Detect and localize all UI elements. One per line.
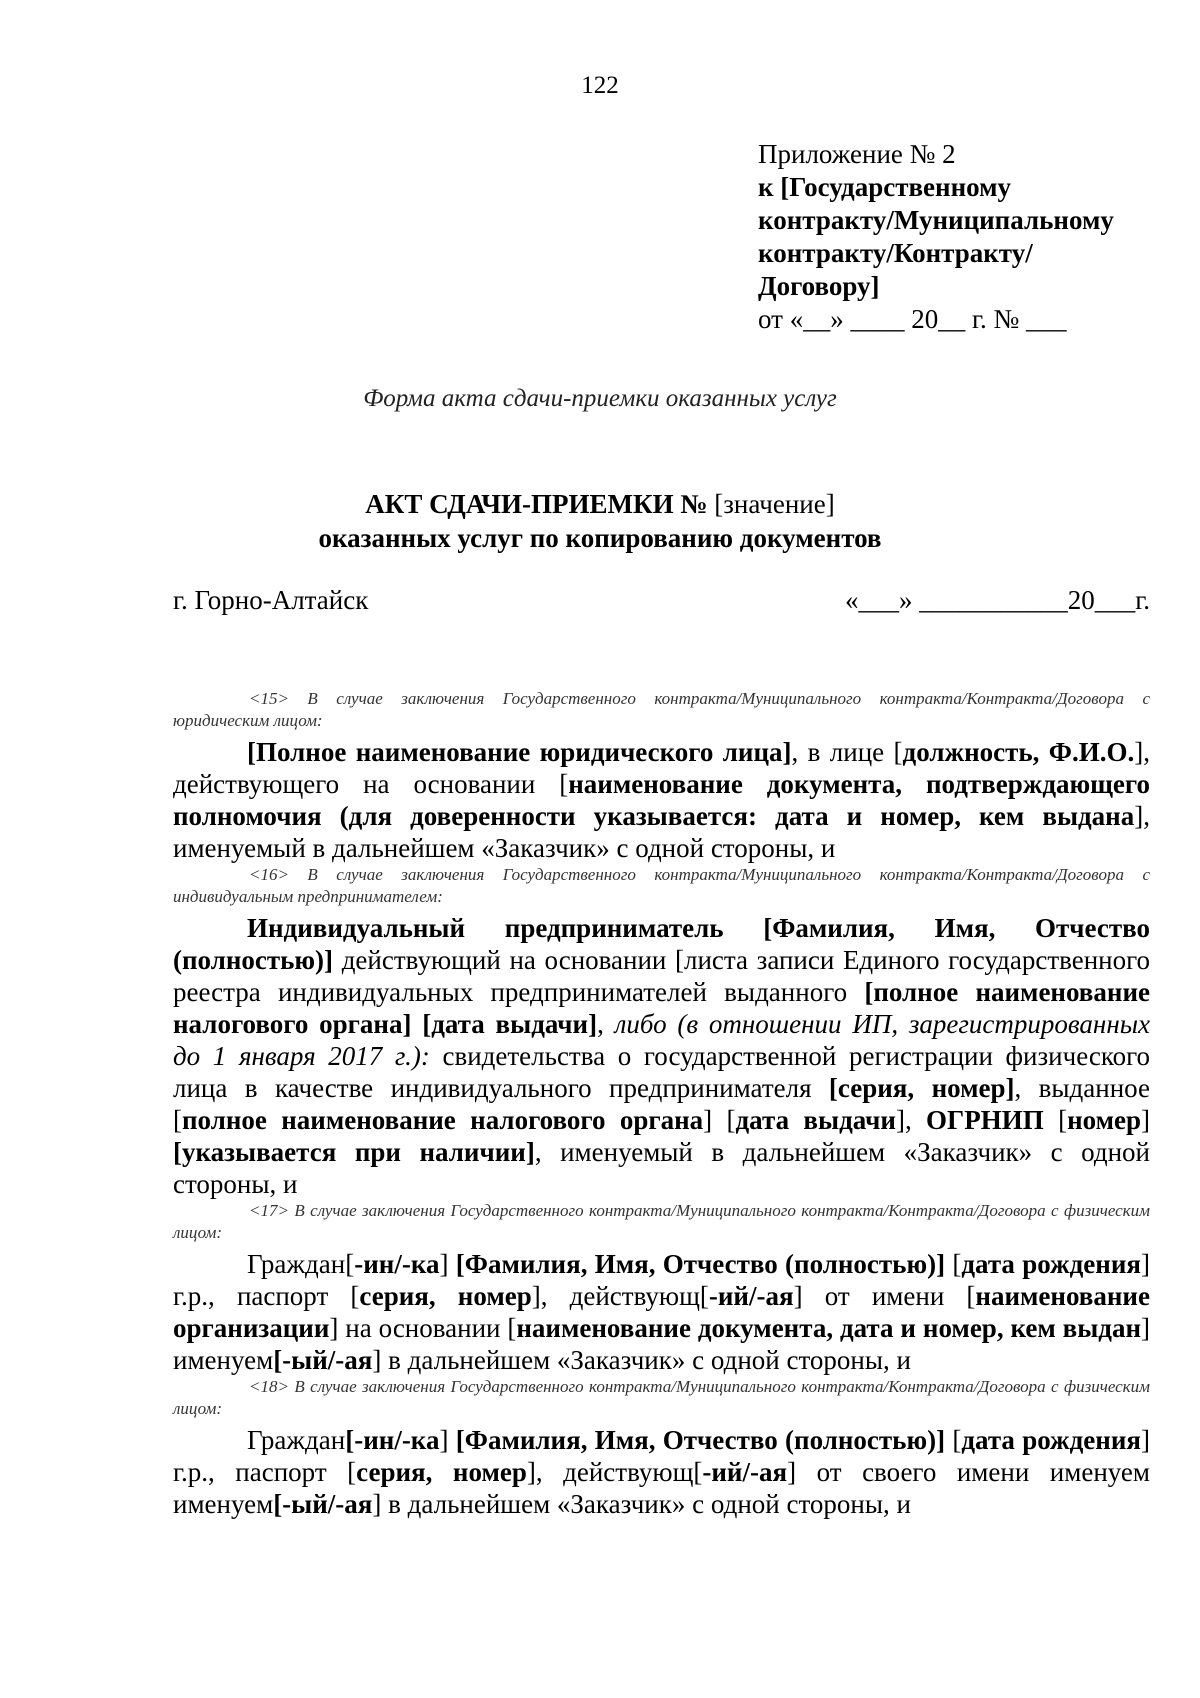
text-bold: наименование организации xyxy=(173,1281,1150,1343)
text: действующий на основании [листа записи Единого государственного реестра индивидуальных предпринимателей выданного xyxy=(173,945,1150,1007)
text: , xyxy=(597,1009,615,1039)
note-tag: <17> xyxy=(249,1201,289,1220)
appendix-line-2: к [Государственному xyxy=(758,172,1012,202)
note-tag: <16> xyxy=(249,865,289,884)
text: свидетельства о государственной регистрации физического лица в качестве индивидуального предпринимателя xyxy=(173,1041,1150,1103)
text-italic: либо (в отношении ИП, зарегистрированных до 1 января 2017 г.): xyxy=(173,1009,1150,1071)
paragraph-citizen-self xyxy=(173,1424,1150,1520)
text-bold: наименование документа, подтверждающего полномочия (для доверенности указывается: дата и номер, кем выдана xyxy=(173,769,1150,831)
paragraph-individual-entrepreneur xyxy=(173,912,1150,1200)
text: [ xyxy=(945,1249,962,1279)
note-16 xyxy=(173,864,1150,908)
appendix-line-6: от «__» ____ 20__ г. № ___ xyxy=(758,304,1067,334)
paragraph-citizen-org xyxy=(173,1248,1150,1376)
text-bold: [-ин/-ка xyxy=(345,1425,440,1455)
text-bold: номер xyxy=(1067,1105,1142,1135)
text: , в лице [ xyxy=(791,737,903,767)
page-number: 122 xyxy=(581,72,619,99)
text-bold: -ий/-ая xyxy=(702,1457,788,1487)
text: Граждан xyxy=(247,1425,346,1455)
note-15 xyxy=(173,688,1150,732)
note-text: В случае заключения Государственного контракта/Муниципального контракта/Контракта/Договора с физическим лицом: xyxy=(173,1377,1150,1418)
text: ] в дальнейшем «Заказчик» с одной стороны, и xyxy=(372,1489,911,1519)
text-bold: [указывается при наличии] xyxy=(173,1137,535,1167)
note-text: В случае заключения Государственного контракта/Муниципального контракта/Контракта/Договора с индивидуальным предпринимателем: xyxy=(173,865,1150,906)
text: ] на основании [ xyxy=(329,1313,517,1343)
text-bold: полное наименование налогового органа xyxy=(182,1105,704,1135)
title-value-placeholder: [значение] xyxy=(714,489,835,519)
note-tag: <18> xyxy=(249,1377,289,1396)
text: ], именуемый в дальнейшем «Заказчик» с одной стороны, и xyxy=(173,801,1150,863)
text-bold: Индивидуальный предприниматель [Фамилия, Имя, Отчество (полностью)] xyxy=(173,913,1150,975)
text-bold: [-ый/-ая xyxy=(273,1489,373,1519)
text: [ xyxy=(945,1425,962,1455)
text: ] в дальнейшем «Заказчик» с одной стороны, и xyxy=(372,1345,911,1375)
city: г. Горно-Алтайск xyxy=(173,585,369,615)
text: ] от имени [ xyxy=(793,1281,976,1311)
text: ], действующего на основании [ xyxy=(173,737,1150,799)
text: ] г.р., паспорт [ xyxy=(173,1249,1151,1311)
text-bold: серия, номер xyxy=(356,1457,527,1487)
text: Граждан[ xyxy=(247,1249,355,1279)
appendix-line-1: Приложение № 2 xyxy=(758,139,956,169)
note-text: В случае заключения Государственного контракта/Муниципального контракта/Контракта/Договора с юридическим лицом: xyxy=(173,689,1150,730)
appendix-block xyxy=(758,138,1158,336)
text-bold: -ий/-ая xyxy=(708,1281,794,1311)
title-line-1 xyxy=(0,487,1200,521)
text: ] [ xyxy=(703,1105,736,1135)
text: , именуемый в дальнейшем «Заказчик» с одной стороны, и xyxy=(173,1137,1151,1199)
paragraph-legal-entity xyxy=(173,736,1150,864)
note-text: В случае заключения Государственного контракта/Муниципального контракта/Контракта/Договора с физическим лицом: xyxy=(173,1201,1150,1242)
text: ] именуем xyxy=(173,1313,1150,1375)
text-bold: [Фамилия, Имя, Отчество (полностью)] xyxy=(455,1425,946,1455)
text-bold: дата рождения xyxy=(961,1249,1142,1279)
text-bold: [полное наименование налогового органа] [дата выдачи] xyxy=(173,977,1150,1039)
form-caption: Форма акта сдачи-приемки оказанных услуг xyxy=(363,385,837,412)
text: ] от своего имени именуем именуем xyxy=(173,1457,1150,1519)
text: ] г.р., паспорт [ xyxy=(173,1425,1151,1487)
text-bold: ОГРНИП xyxy=(926,1105,1044,1135)
text-bold: дата рождения xyxy=(961,1425,1142,1455)
document-title xyxy=(0,487,1200,555)
appendix-line-5: Договору] xyxy=(758,271,880,301)
title-line-2: оказанных услуг по копированию документов xyxy=(318,523,882,553)
note-tag: <15> xyxy=(249,689,289,708)
text: ], действующ[ xyxy=(531,1281,709,1311)
text: ] xyxy=(439,1425,456,1455)
text-bold: [-ый/-ая xyxy=(273,1345,373,1375)
date-placeholder: «___» ___________20___г. xyxy=(844,585,1150,615)
text-bold: [Фамилия, Имя, Отчество (полностью)] xyxy=(455,1249,946,1279)
city-date-line xyxy=(173,585,1150,616)
document-body xyxy=(173,688,1150,1520)
text-bold: серия, номер xyxy=(359,1281,532,1311)
text: ], xyxy=(895,1105,927,1135)
text: [ xyxy=(1043,1105,1068,1135)
appendix-line-4: контракту/Контракту/ xyxy=(758,238,1033,268)
text-bold: -ин/-ка xyxy=(354,1249,440,1279)
text-bold: должность, Ф.И.О. xyxy=(902,737,1135,767)
text: ] xyxy=(1141,1105,1151,1135)
appendix-line-3: контракту/Муниципальному xyxy=(758,205,1114,235)
title-act-number: АКТ СДАЧИ-ПРИЕМКИ № xyxy=(365,489,715,519)
text-bold: дата выдачи xyxy=(735,1105,896,1135)
text-bold: наименование документа, дата и номер, кем выдан xyxy=(516,1313,1141,1343)
note-17 xyxy=(173,1200,1150,1244)
text: ], действующ[ xyxy=(526,1457,703,1487)
text: , выданное [ xyxy=(173,1073,1150,1135)
note-18 xyxy=(173,1376,1150,1420)
text: ] xyxy=(439,1249,456,1279)
text-bold: [серия, номер] xyxy=(828,1073,1015,1103)
text-bold: [Полное наименование юридического лица] xyxy=(247,737,792,767)
